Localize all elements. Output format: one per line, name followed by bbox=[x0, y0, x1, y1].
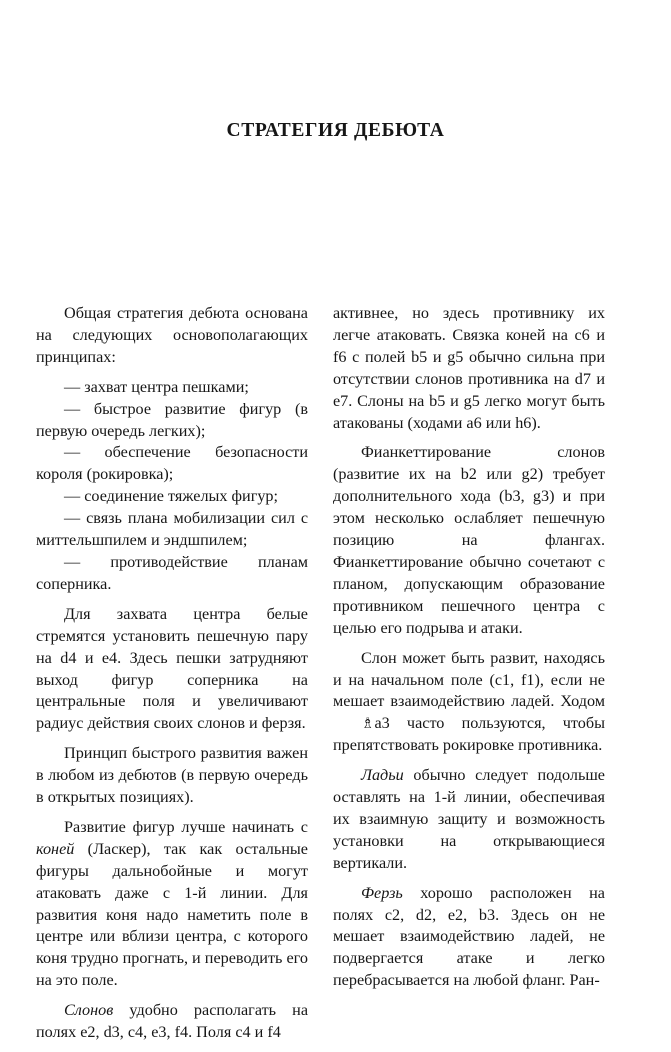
paragraph-bishops bbox=[36, 1000, 308, 1044]
list-item: — обеспечение безопасности короля (рокировка); bbox=[36, 443, 308, 484]
paragraph-knights bbox=[36, 817, 308, 992]
paragraph-rooks bbox=[333, 765, 605, 875]
text-column-left bbox=[36, 303, 308, 1052]
italic-term-knights: коней bbox=[36, 839, 75, 858]
text-span: Развитие фигур лучше начинать с bbox=[64, 817, 308, 836]
paragraph-intro: Общая стратегия дебюта основана на следующих основополагающих принципах: bbox=[36, 304, 308, 366]
list-item: — противодействие планам соперника. bbox=[36, 552, 308, 593]
italic-term-rooks: Ладьи bbox=[361, 766, 404, 785]
italic-term-bishops: Слонов bbox=[64, 1001, 114, 1020]
text-column-right bbox=[333, 303, 605, 1000]
list-item: — связь плана мобилизации сил с миттельшпилем и эндшпилем; bbox=[36, 509, 308, 550]
list-item: — быстрое развитие фигур (в первую очередь легких); bbox=[36, 399, 308, 440]
text-span: обычно следует подольше оставлять на 1-й линии, обеспечивая их взаимную защиту и возможность установки на открывающиеся вертикали. bbox=[333, 766, 605, 872]
paragraph-center: Для захвата центра белые стремятся установить пешечную пару на d4 и e4. Здесь пешки затрудняют выход фигур соперника на центральные поля и увеличивают радиус действия своих слонов и ферзя. bbox=[36, 604, 308, 733]
text-span: Слон может быть развит, находясь и на начальном поле (c1, f1), если не мешает взаимодействию ладей. Ходом bbox=[333, 648, 605, 711]
list-item: — соединение тяжелых фигур; bbox=[64, 487, 279, 506]
paragraph-development: Принцип быстрого развития важен в любом из дебютов (в первую очередь в открытых позициях). bbox=[36, 744, 308, 807]
paragraph-continuation: активнее, но здесь противнику их легче атаковать. Связка коней на c6 и f6 с полей b5 и g5 обычно сильна при отсутствии слонов противника на d7 и e7. Слоны на b5 и g5 легко могут быть атакованы (ходами a6 или h6). bbox=[333, 304, 605, 432]
principles-list bbox=[36, 377, 308, 596]
text-span: (Ласкер), так как остальные фигуры дальнобойные и могут атаковать даже с 1-й линии. Для развития коня надо наметить поле в центре или вблизи центра, с которого коня трудно прогнать, и переводить его на это поле. bbox=[36, 839, 308, 990]
italic-term-queen: Ферзь bbox=[361, 883, 403, 902]
text-span: a3 часто пользуются, чтобы препятствовать рокировке противника. bbox=[333, 714, 605, 755]
list-item: — захват центра пешками; bbox=[64, 377, 249, 396]
paragraph-bishop-development bbox=[333, 648, 605, 758]
page-title: СТРАТЕГИЯ ДЕБЮТА bbox=[226, 120, 445, 141]
bishop-icon: ♗ bbox=[361, 714, 375, 733]
paragraph-queen bbox=[333, 883, 605, 993]
text-span: удобно располагать на полях e2, d3, c4, e3, f4. Поля c4 и f4 bbox=[36, 1001, 308, 1042]
paragraph-fianchetto: Фианкеттирование слонов (развитие их на b2 или g2) требует дополнительного хода (b3, g3) и при этом несколько ослабляет пешечную позицию на флангах. Фианкеттирование обычно сочетают с планом, допускающим образование противником пешечного центра с целью его подрыва и атаки. bbox=[333, 443, 605, 637]
text-span: хорошо расположен на полях c2, d2, e2, b3. Здесь он не мешает взаимодействию ладей, не подвергается атаке и легко перебрасывается на любой фланг. Ран- bbox=[333, 883, 605, 990]
